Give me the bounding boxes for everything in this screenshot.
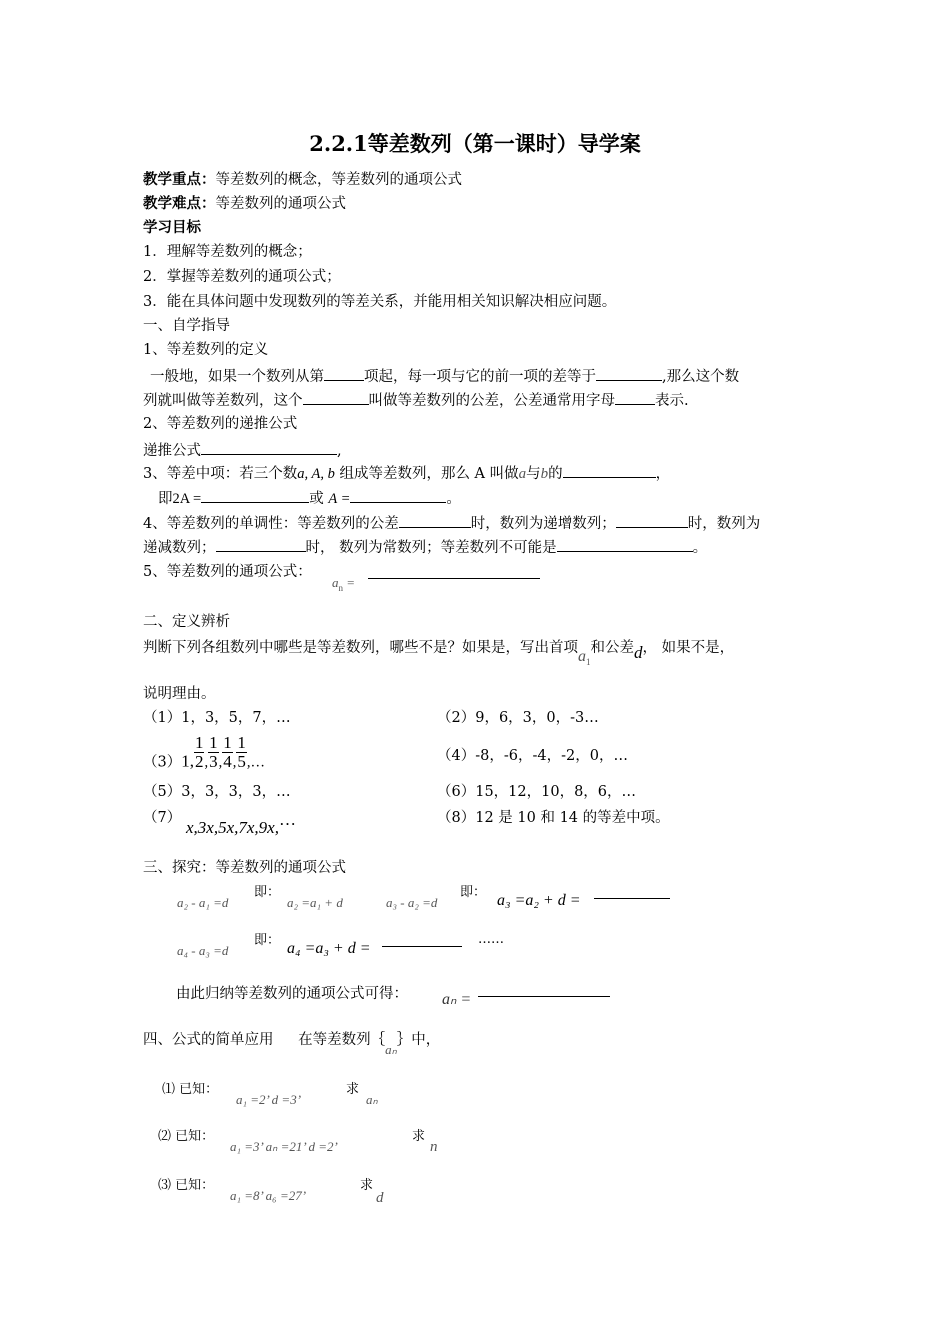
sequence-item-7 [143,808,181,828]
problem-1-ask: 求 [346,1082,360,1097]
denominator: 2 [194,752,204,771]
recursion-label: 递推公式 [143,443,201,459]
mean-text: 或 [309,491,324,507]
fill-blank[interactable] [616,512,688,528]
fraction [222,734,233,771]
formula-A: A = [328,491,351,507]
sequence-item-2: （2）9，6，3，0，-3… [437,710,599,726]
numerator: 1 [237,733,246,752]
definition-text: 表示. [655,393,689,409]
section4-title: 四、公式的简单应用 [143,1032,274,1048]
section3-heading: 三、探究：等差数列的通项公式 [143,860,346,876]
an-eq: = [343,575,356,590]
term: 1, [181,751,194,771]
section4-heading [143,1030,441,1057]
fill-blank[interactable] [368,578,540,579]
var-b: b [540,466,549,482]
sequence-item-8: （8）12 是 10 和 14 的等差中项。 [437,810,670,826]
objectives-heading: 学习目标 [143,220,201,236]
mean-text: 与 [526,466,541,482]
objective-item: 3．能在具体问题中发现数列的等差关系，并能用相关知识解决相应问题。 [143,294,617,310]
explore-eq-5: a₄ - a₃ =d [177,943,229,958]
problem-1-condition: a₁ =2’ d =3’ [236,1092,302,1107]
fill-blank[interactable] [201,487,309,503]
fill-blank[interactable] [201,439,337,455]
explore-eq-2: a₂ =a₁ + d [287,895,343,910]
fill-blank[interactable] [596,365,662,381]
sequence-item-3: （3）1, $\frac{1}{2}$ , $\frac{1}{3}$ , $\frac{1}{4}$ , $\frac{1}{5}$ ,… [143,733,265,771]
mono-text: 时，数列为递增数列； [470,516,616,532]
numerator: 1 [223,733,232,752]
sequence-item-6: （6）15，12，10，8，6，… [437,784,637,800]
section2-heading: 二、定义辨析 [143,614,230,630]
var-a: a [518,466,527,482]
section1-heading: 一、自学指导 [143,318,230,334]
recursion-line [143,439,342,461]
punct: ， [655,466,671,482]
section2-question-end: 说明理由。 [143,686,216,702]
teaching-focus-text: 等差数列的概念，等差数列的通项公式 [215,172,462,188]
section4-intro: 在等差数列｛ [298,1032,386,1048]
definition-line-1 [150,365,739,387]
teaching-difficulty [143,194,346,214]
fill-blank[interactable] [399,512,471,528]
definition-text: 列就叫做等差数列，这个 [143,393,303,409]
sequence-item-1: （1）1，3，5，7，… [143,710,291,726]
expr: x,3x,5x,7x,9x, [186,818,279,837]
section2-question [143,637,735,667]
dots: … [278,810,296,829]
denominator: 5 [237,752,246,771]
d-symbol: d [634,643,643,662]
denominator: 4 [223,752,232,771]
formula-2A: 2A = [172,491,202,507]
fill-blank[interactable] [382,946,462,947]
problem-3-label: ⑶ 已知： [158,1178,215,1193]
punct: 。 [446,491,461,507]
sequence-item-5: （5）3，3，3，3，… [143,784,291,800]
fill-blank[interactable] [563,462,656,478]
general-term-formula [332,573,355,598]
teaching-focus [143,170,462,190]
problem-1-target: aₙ [366,1092,378,1107]
fraction [236,734,247,771]
problem-3-target: d [376,1190,384,1206]
an-symbol: aₙ [385,1042,397,1057]
mean-text: 的 [548,466,563,482]
fill-blank[interactable] [216,536,306,552]
page-title: 2.2.1等差数列（第一课时）导学案 [309,131,641,156]
fill-blank[interactable] [324,365,364,381]
an-sub: n [338,583,343,593]
fill-blank[interactable] [594,898,670,899]
general-term-label: 5、等差数列的通项公式： [143,564,312,580]
question-text: 判断下列各组数列中哪些是等差数列，哪些不是？如果是，写出首项 [143,640,578,656]
mean-vars: a, A, b [297,466,335,482]
definition-line-2 [143,389,689,411]
explore-eq-1: a₂ - a₁ =d [177,895,229,910]
explore-eq-3: a₃ - a₂ =d [386,895,438,910]
monotonicity-line-2 [143,536,707,558]
term-end: ,… [246,754,265,771]
monotonicity-line-1 [143,512,760,534]
objective-item: 1．理解等差数列的概念； [143,244,312,260]
punct: , [337,443,342,459]
mean-text: 组成等差数列，那么 A 叫做 [339,466,519,482]
problem-2-label: ⑵ 已知： [158,1129,215,1144]
definition-heading: 1、等差数列的定义 [143,342,269,358]
fill-blank[interactable] [303,389,369,405]
a-sub: 1 [586,657,591,667]
explore-dots: …… [478,932,504,947]
objective-item: 2．掌握等差数列的通项公式； [143,269,341,285]
a-var: a [578,648,586,665]
mean-text: 即 [158,491,173,507]
definition-text: 项起，每一项与它的前一项的差等于 [364,369,596,385]
explore-eq-6: a₄ =a₃ + d = [287,940,371,957]
fill-blank[interactable] [350,487,446,503]
a1-symbol [578,648,591,665]
sequence-item-4: （4）-8，-6，-4，-2，0，… [437,748,628,764]
definition-text: ,那么这个数 [662,369,740,385]
recursion-heading: 2、等差数列的递推公式 [143,416,298,432]
fill-blank[interactable] [615,389,655,405]
explore-ji: 即： [254,885,281,900]
problem-2-condition: a₁ =3’ aₙ =21’ d =2’ [230,1139,338,1154]
explore-eq-4: a₃ =a₂ + d = [497,892,581,909]
induction-text: 由此归纳等差数列的通项公式可得： [176,986,408,1002]
explore-ji: 即： [254,933,281,948]
teaching-difficulty-text: 等差数列的通项公式 [215,196,346,212]
numerator: 1 [194,733,204,752]
induction-formula: aₙ = [442,991,472,1008]
teaching-difficulty-label: 教学难点： [143,196,216,212]
arithmetic-mean-line [143,462,670,484]
denominator: 3 [209,752,218,771]
definition-text: 叫做等差数列的公差，公差通常用字母 [368,393,615,409]
an-var: a [332,575,339,590]
explore-ji: 即： [460,885,487,900]
fill-blank[interactable] [557,536,693,552]
mean-text: 3、等差中项：若三个数 [143,466,298,482]
problem-2-target: n [430,1139,438,1155]
item-label: （3） [143,754,182,771]
mono-text: 4、等差数列的单调性：等差数列的公差 [143,516,399,532]
fraction [208,734,219,771]
sequence-item-7-expr [186,810,296,838]
problem-3-ask: 求 [360,1178,374,1193]
definition-text: 一般地，如果一个数列从第 [150,369,324,385]
question-text: 和公差 [590,640,634,656]
numerator: 1 [209,733,218,752]
fill-blank[interactable] [478,996,610,997]
arithmetic-mean-formula [158,487,461,509]
teaching-focus-label: 教学重点： [143,172,216,188]
problem-1-label: ⑴ 已知： [162,1082,219,1097]
item-label: （7） [143,810,182,826]
problem-3-condition: a₁ =8’ a₆ =27’ [230,1188,307,1203]
section4-intro-end: ｝中， [396,1032,441,1048]
question-text: ， 如果不是， [642,640,735,656]
mono-text: 时，数列为 [687,516,761,532]
fraction [194,734,205,771]
mono-text: 递减数列； [143,540,216,556]
mono-text: 时， 数列为常数列；等差数列不可能是 [305,540,557,556]
punct: 。 [692,540,708,556]
problem-2-ask: 求 [412,1129,426,1144]
